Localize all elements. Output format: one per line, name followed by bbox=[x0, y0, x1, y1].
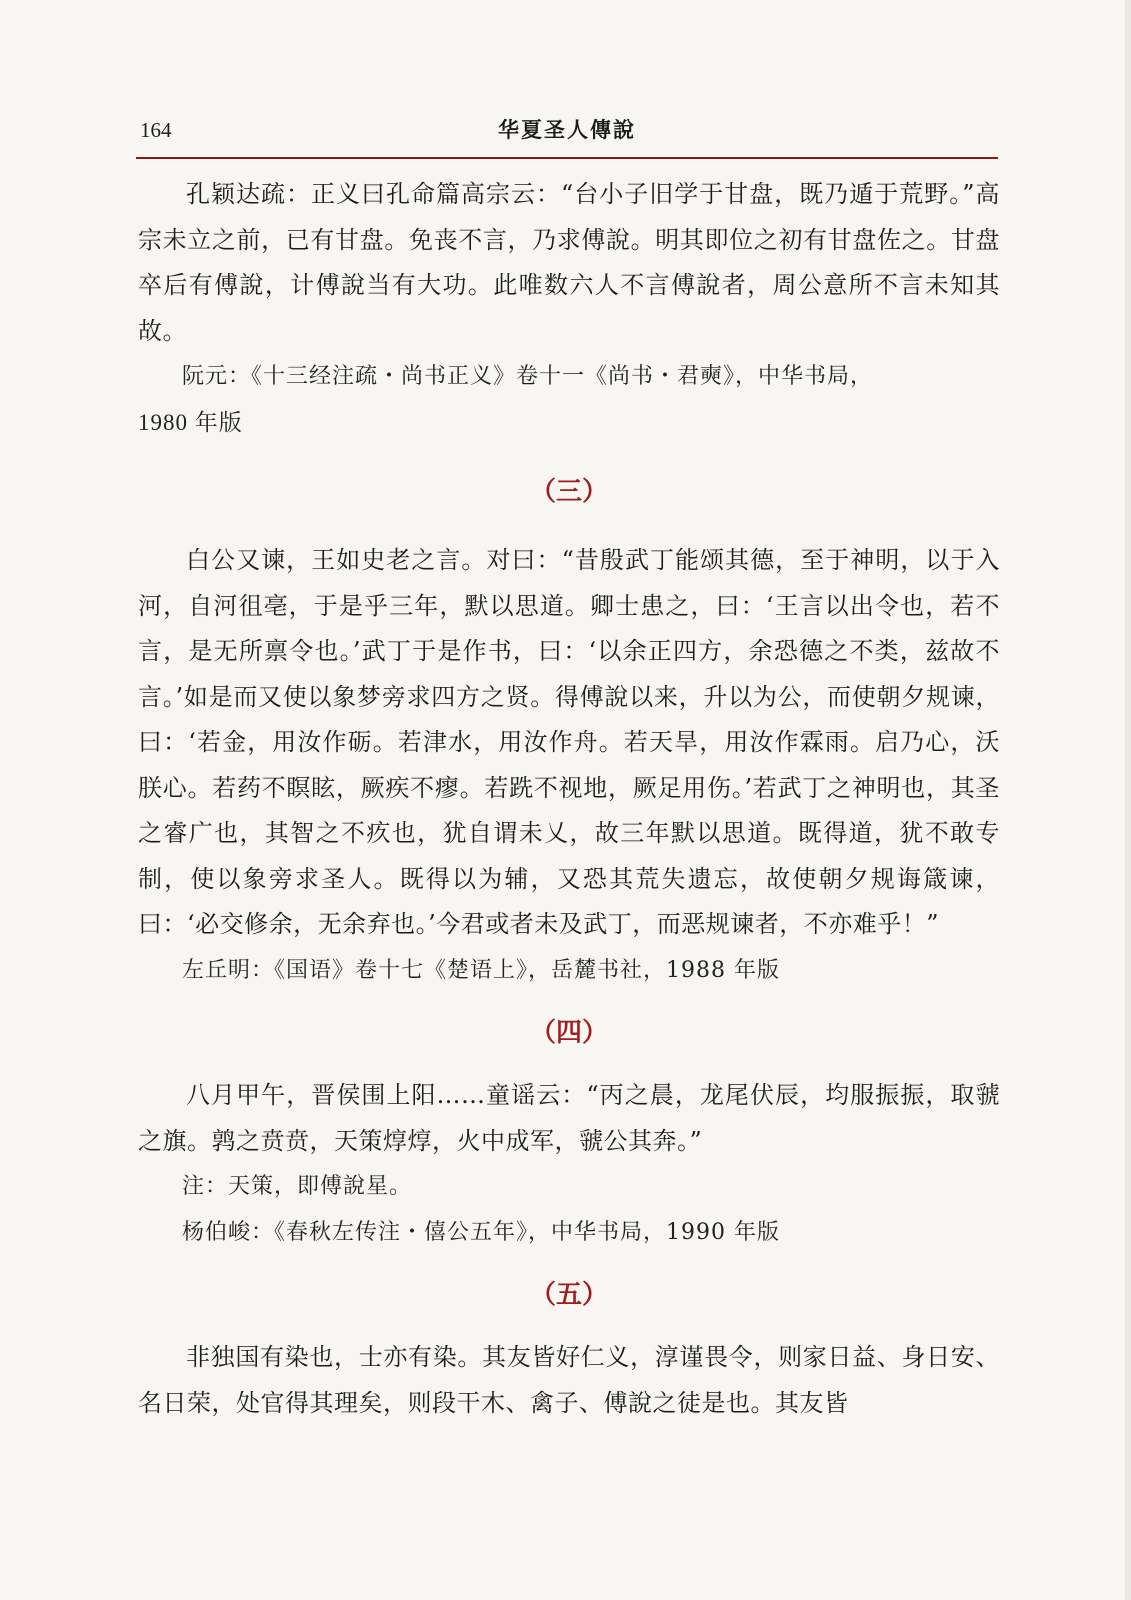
section-heading-4: （四） bbox=[529, 1018, 608, 1048]
paragraph-kong-yingda-commentary: 孔颖达疏：正义曰孔命篇高宗云：“台小子旧学于甘盘，既乃遁于荒野。”高宗未立之前，已有甘盘。免丧不言，乃求傅說。明其即位之初有甘盘佐之。甘盘卒后有傅說，计傅說当有大功。此唯数六人不言傅說者，周公意所不言未知其故。 bbox=[138, 180, 1000, 345]
running-title: 华夏圣人傳說 bbox=[498, 118, 636, 142]
citation-ruan-yuan bbox=[138, 354, 1000, 400]
page-number: 164 bbox=[140, 118, 172, 142]
page-edge bbox=[1125, 0, 1131, 1600]
citation-zuo-qiuming: 左丘明：《国语》卷十七《楚语上》，岳麓书社，1988 年版 bbox=[182, 957, 780, 983]
paragraph-guoyu-chuyu: 白公又谏，王如史老之言。对曰：“昔殷武丁能颂其德，至于神明，以于入河，自河徂亳，于是乎三年，默以思道。卿士患之，曰：‘王言以出令也，若不言，是无所禀令也。’武丁于是作书，曰：‘以余正四方，余恐德之不类，兹故不言。’如是而又使以象梦旁求四方之贤。得傅說以来，升以为公，而使朝夕规谏，曰：‘若金，用汝作砺。若津水，用汝作舟。若天旱，用汝作霖雨。启乃心，沃朕心。若药不瞑眩，厥疾不瘳。若跣不视地，厥足用伤。’若武丁之神明也，其圣之睿广也，其智之不疚也，犹自谓未乂，故三年默以思道。既得道，犹不敢专制，使以象旁求圣人。既得以为辅，又恐其荒失遗忘，故使朝夕规诲箴谏，曰：‘必交修余，无余弃也。’今君或者未及武丁，而恶规谏者，不亦难乎！” bbox=[138, 546, 1000, 938]
paragraph-scholars-influence: 非独国有染也，士亦有染。其友皆好仁义，淳谨畏令，则家日益、身日安、名日荣，处官得其理矣，则段干木、禽子、傅說之徒是也。其友皆 bbox=[138, 1343, 1000, 1417]
header-rule bbox=[136, 157, 998, 159]
citation-text: 阮元：《十三经注疏・尚书正义》卷十一《尚书・君奭》，中华书局， bbox=[182, 364, 874, 389]
note-tiance: 注：天策，即傅說星。 bbox=[182, 1174, 413, 1199]
section-heading-3: （三） bbox=[529, 477, 608, 507]
citation-yang-bojun: 杨伯峻：《春秋左传注・僖公五年》，中华书局，1990 年版 bbox=[182, 1219, 780, 1245]
citation-year: 1980 年版 bbox=[138, 409, 243, 435]
page-body bbox=[138, 172, 1000, 1426]
citation-year-line bbox=[138, 400, 1000, 447]
page-header bbox=[136, 108, 998, 156]
section-heading-5: （五） bbox=[529, 1280, 608, 1310]
paragraph-children-ballad: 八月甲午，晋侯围上阳……童谣云：“丙之晨，龙尾伏辰，均服振振，取虢之旗。鹑之贲贲，天策焞焞，火中成军，虢公其奔。” bbox=[138, 1081, 1000, 1155]
